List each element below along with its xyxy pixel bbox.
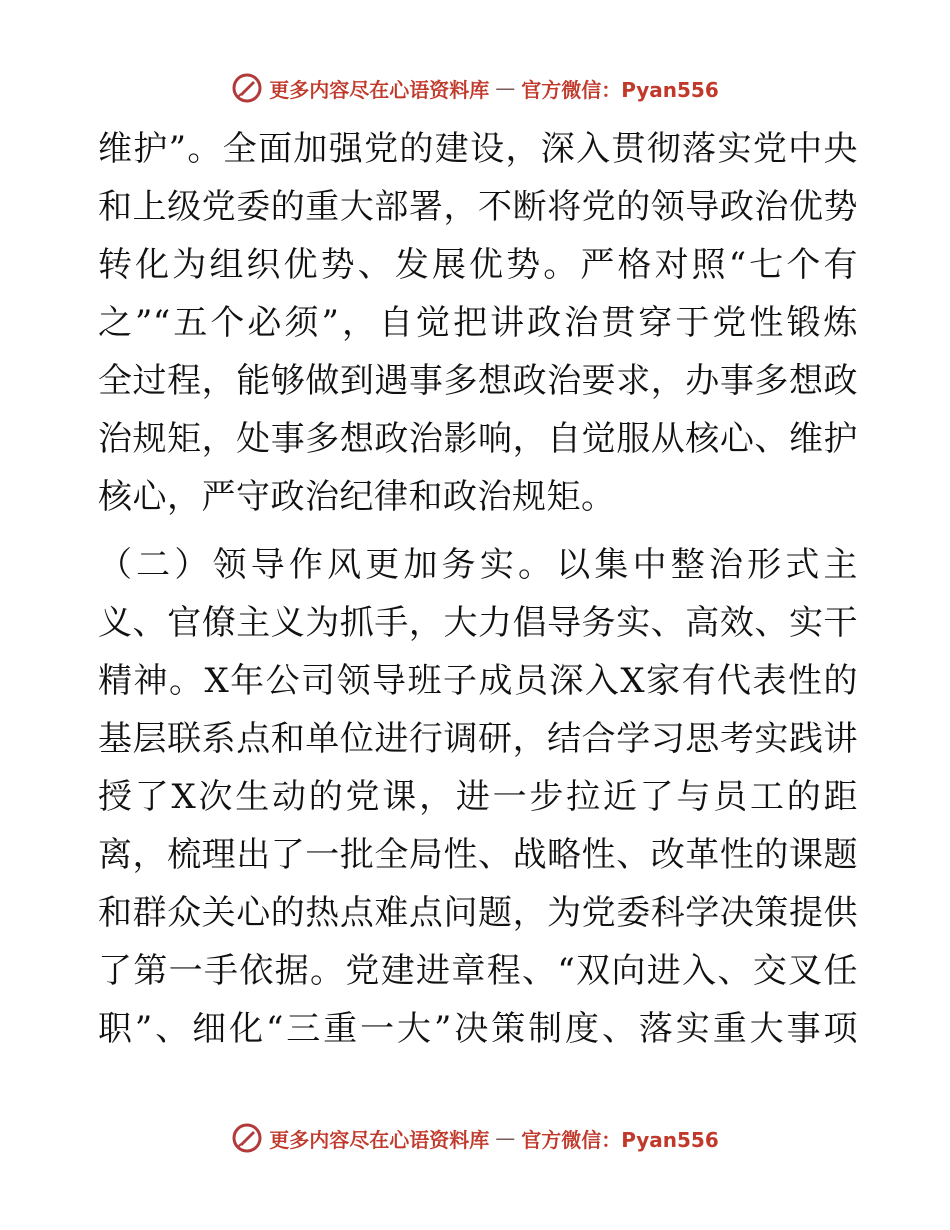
banner-wechat-text: 官方微信：Pyan556 [521, 1127, 719, 1152]
text-line: 授了X次生动的党课，进一步拉近了与员工的距 [98, 777, 858, 817]
text-line: （二）领导作风更加务实。以集中整治形式主 [98, 545, 858, 585]
text-line: 转化为组织优势、发展优势。严格对照“七个有 [98, 245, 858, 285]
banner-main-text: 更多内容尽在心语资料库 [269, 1127, 490, 1152]
text-line: 职”、细化“三重一大”决策制度、落实重大事项 [98, 1009, 858, 1049]
text-line: 了第一手依据。党建进章程、“双向进入、交叉任 [98, 951, 858, 991]
header-watermark-banner [0, 72, 950, 104]
banner-separator: — [495, 1126, 516, 1150]
document-body [98, 120, 858, 1058]
text-line: 离，梳理出了一批全局性、战略性、改革性的课题 [98, 835, 858, 875]
text-line: 和群众关心的热点难点问题，为党委科学决策提供 [98, 893, 858, 933]
text-line: 维护”。全面加强党的建设，深入贯彻落实党中央 [98, 129, 858, 169]
text-line: 核心，严守政治纪律和政治规矩。 [98, 477, 616, 517]
banner-separator: — [495, 76, 516, 100]
footer-watermark-banner [0, 1122, 950, 1154]
text-line: 之”“五个必须”，自觉把讲政治贯穿于党性锻炼 [98, 303, 858, 343]
text-line: 全过程，能够做到遇事多想政治要求，办事多想政 [98, 361, 858, 401]
quill-circle-logo-icon [231, 1122, 263, 1154]
quill-circle-logo-icon [231, 72, 263, 104]
text-line: 基层联系点和单位进行调研，结合学习思考实践讲 [98, 719, 858, 759]
banner-main-text: 更多内容尽在心语资料库 [269, 77, 490, 102]
text-line: 义、官僚主义为抓手，大力倡导务实、高效、实干 [98, 603, 858, 643]
text-line: 治规矩，处事多想政治影响，自觉服从核心、维护 [98, 419, 858, 459]
text-line: 和上级党委的重大部署，不断将党的领导政治优势 [98, 187, 858, 227]
banner-wechat-text: 官方微信：Pyan556 [521, 77, 719, 102]
text-line: 精神。X年公司领导班子成员深入X家有代表性的 [98, 661, 858, 701]
